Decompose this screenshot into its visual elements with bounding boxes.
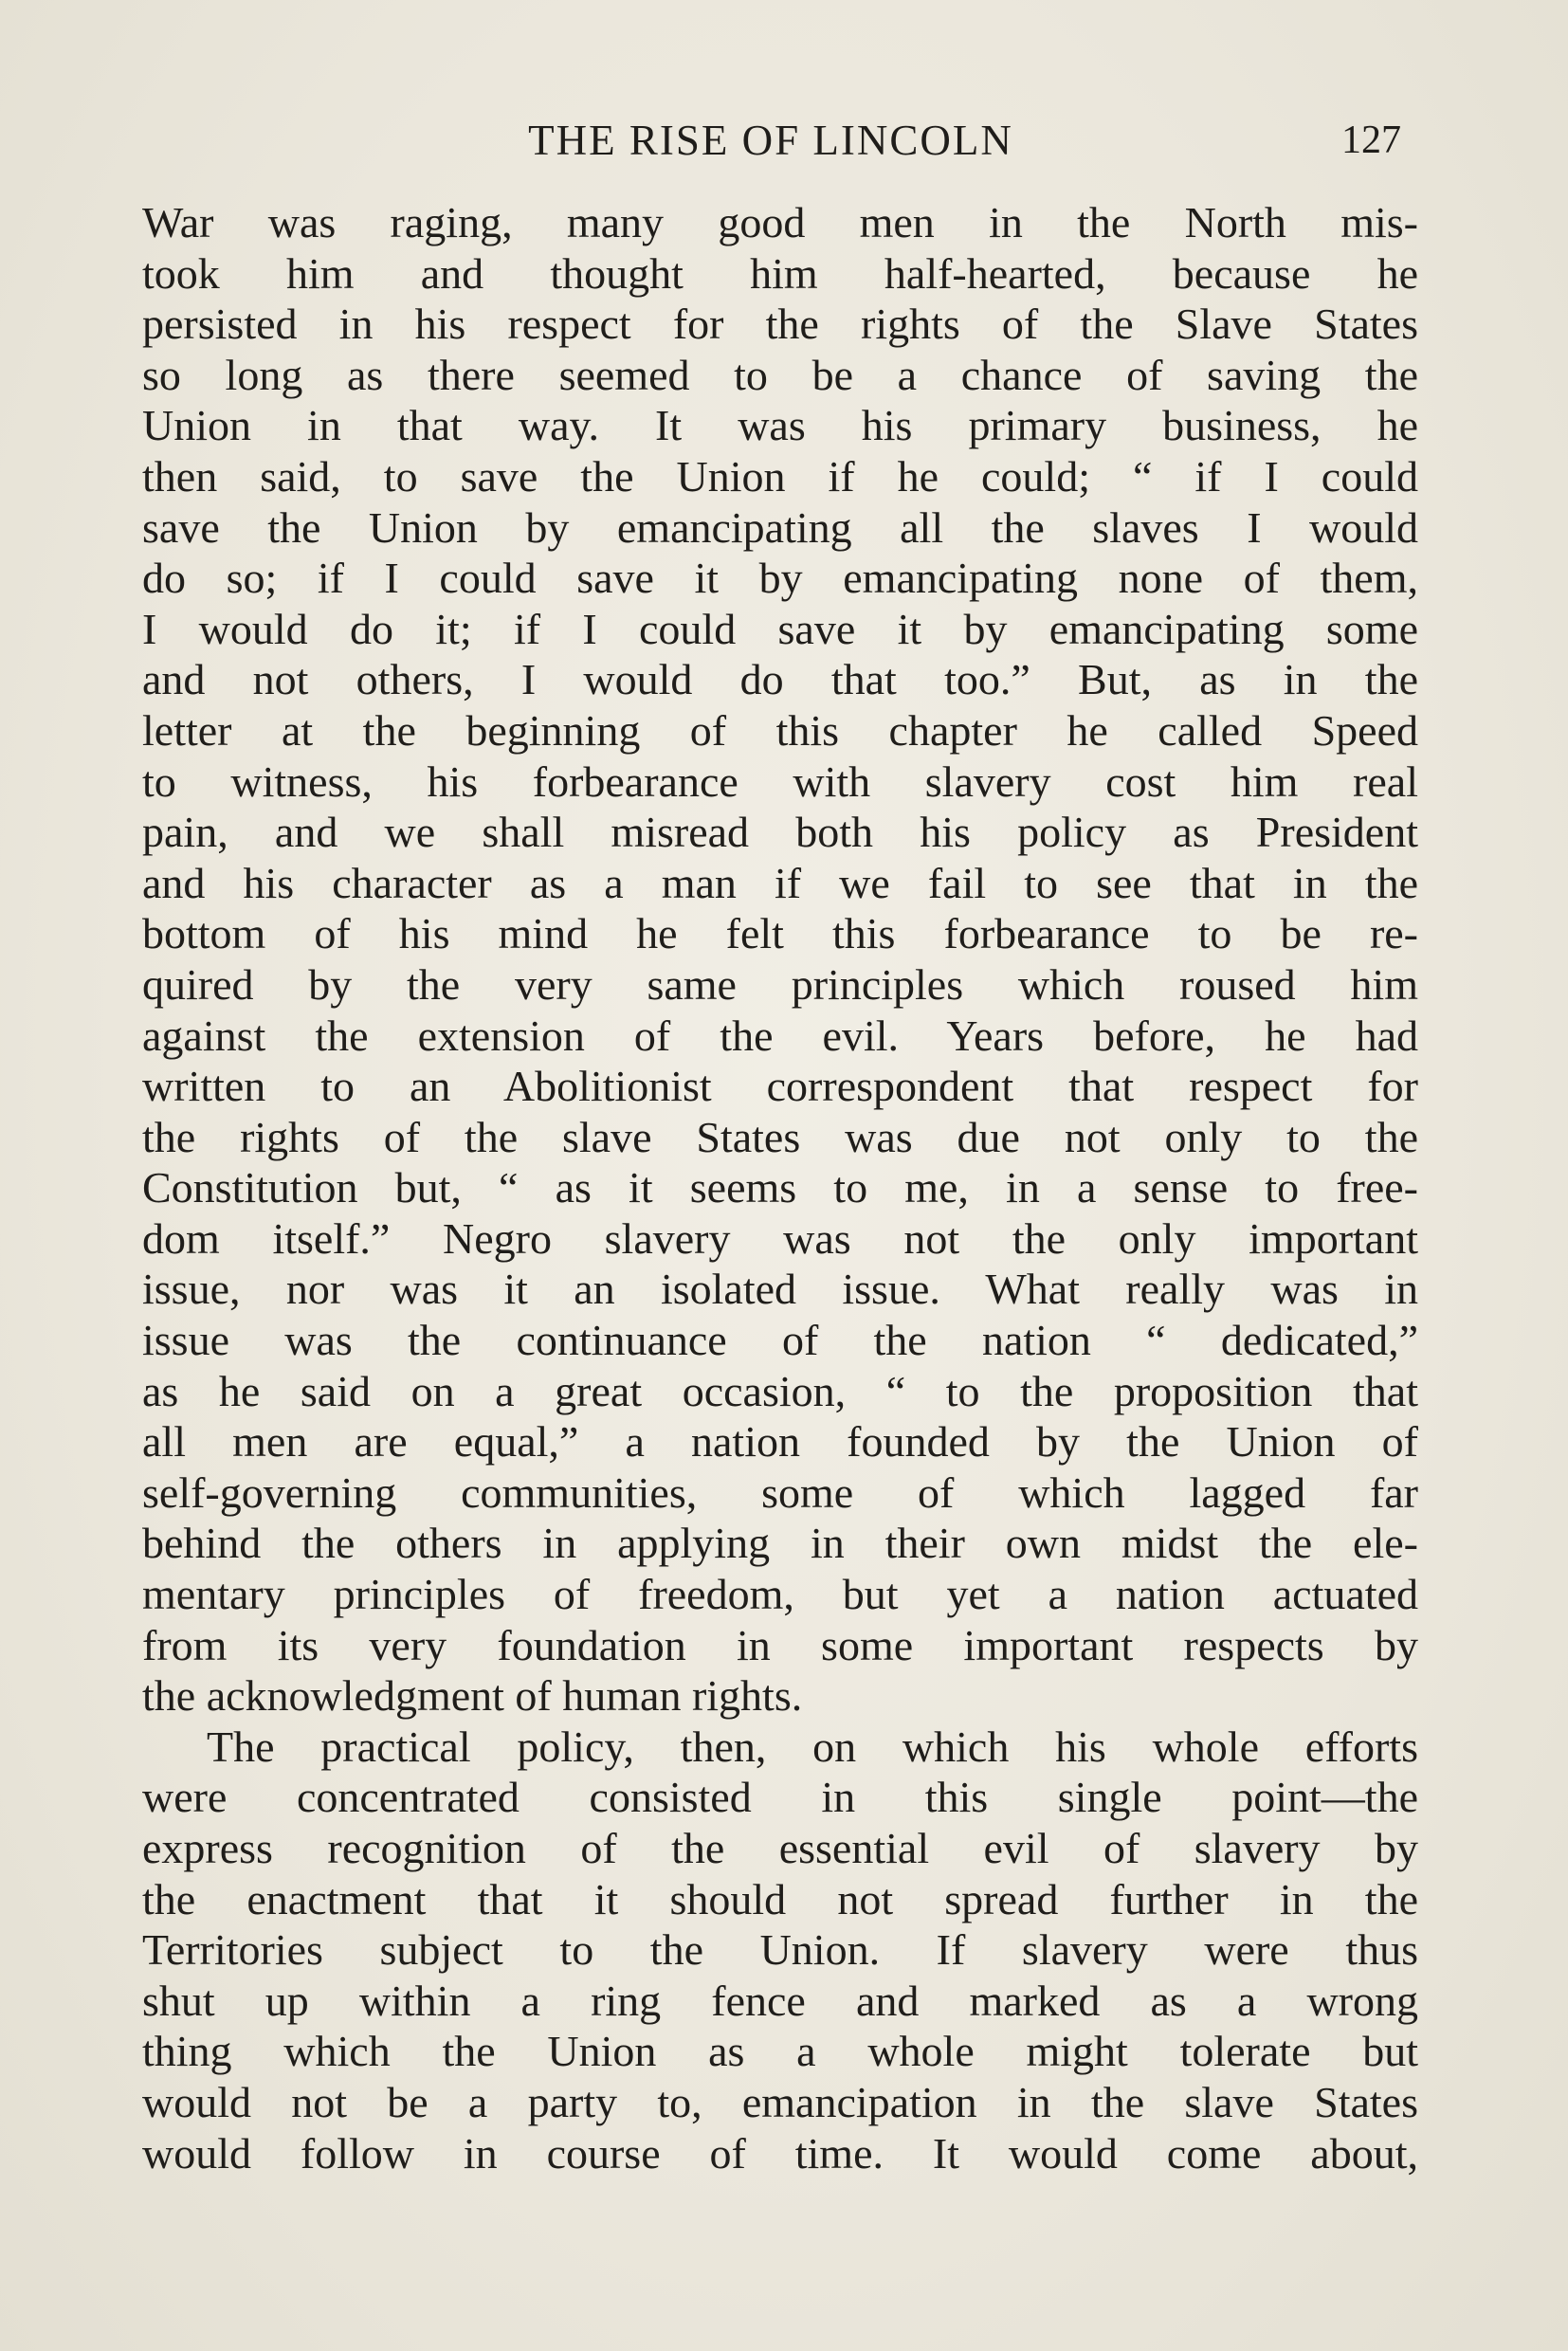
text-line: from its very foundation in some important respects by xyxy=(142,1620,1418,1669)
text-line: took him and thought him half-hearted, because he xyxy=(142,248,1418,298)
running-title: THE RISE OF LINCOLN xyxy=(528,117,1013,164)
text-line: were concentrated consisted in this single point—the xyxy=(142,1773,1418,1822)
text-line: The practical policy, then, on which his whole efforts xyxy=(207,1722,1418,1771)
text-line: would follow in course of time. It would come about, xyxy=(142,2128,1418,2178)
text-line: War was raging, many good men in the North mis- xyxy=(142,198,1418,246)
text-line: save the Union by emancipating all the slaves I would xyxy=(142,502,1418,552)
text-line: behind the others in applying in their own midst the ele- xyxy=(142,1519,1418,1568)
text-line: then said, to save the Union if he could; “ if I could xyxy=(142,451,1418,501)
running-head xyxy=(140,112,1401,169)
text-line: quired by the very same principles which roused him xyxy=(142,959,1418,1009)
text-line: letter at the beginning of this chapter he called Speed xyxy=(142,705,1418,755)
text-line: against the extension of the evil. Years before, he had xyxy=(142,1011,1418,1060)
paragraph-2 xyxy=(142,1722,1418,2178)
text-line: all men are equal,” a nation founded by the Union of xyxy=(142,1417,1418,1467)
body-text xyxy=(142,197,1418,2178)
text-line: as he said on a great occasion, “ to the proposition that xyxy=(142,1366,1418,1415)
text-line: thing which the Union as a whole might tolerate but xyxy=(142,2027,1418,2076)
text-line: pain, and we shall misread both his policy as President xyxy=(142,808,1418,857)
text-line: the enactment that it should not spread further in the xyxy=(142,1874,1418,1923)
text-line: I would do it; if I could save it by emancipating some xyxy=(142,604,1418,653)
text-line: Union in that way. It was his primary business, he xyxy=(142,401,1418,450)
text-line: express recognition of the essential evil of slavery by xyxy=(142,1824,1418,1872)
text-line: written to an Abolitionist correspondent that respect for xyxy=(142,1062,1418,1111)
text-line: so long as there seemed to be a chance of saving the xyxy=(142,350,1418,399)
text-line: Territories subject to the Union. If slavery were thus xyxy=(142,1925,1418,1975)
text-line: and his character as a man if we fail to see that in the xyxy=(142,858,1418,907)
text-line: issue was the continuance of the nation “ dedicated,” xyxy=(142,1316,1418,1365)
text-line: to witness, his forbearance with slavery cost him real xyxy=(142,756,1418,806)
text-line: do so; if I could save it by emancipating none of them, xyxy=(142,554,1418,603)
text-line: dom itself.” Negro slavery was not the only important xyxy=(142,1213,1418,1263)
text-line: would not be a party to, emancipation in the slave States xyxy=(142,2077,1418,2126)
text-line: issue, nor was it an isolated issue. What really was in xyxy=(142,1265,1418,1314)
text-line: the rights of the slave States was due not only to the xyxy=(142,1112,1418,1161)
text-line: persisted in his respect for the rights of the Slave States xyxy=(142,300,1418,349)
text-line: bottom of his mind he felt this forbearance to be re- xyxy=(142,909,1418,958)
text-line: self-governing communities, some of which lagged far xyxy=(142,1467,1418,1517)
page-number: 127 xyxy=(1341,118,1401,162)
text-line: Constitution but, “ as it seems to me, in a sense to free- xyxy=(142,1163,1418,1212)
paragraph-1 xyxy=(142,197,1418,1722)
text-line: and not others, I would do that too.” But, as in the xyxy=(142,655,1418,704)
text-line: mentary principles of freedom, but yet a nation actuated xyxy=(142,1570,1418,1619)
text-line: shut up within a ring fence and marked as a wrong xyxy=(142,1976,1418,2025)
text-line: the acknowledgment of human rights. xyxy=(142,1671,803,1721)
